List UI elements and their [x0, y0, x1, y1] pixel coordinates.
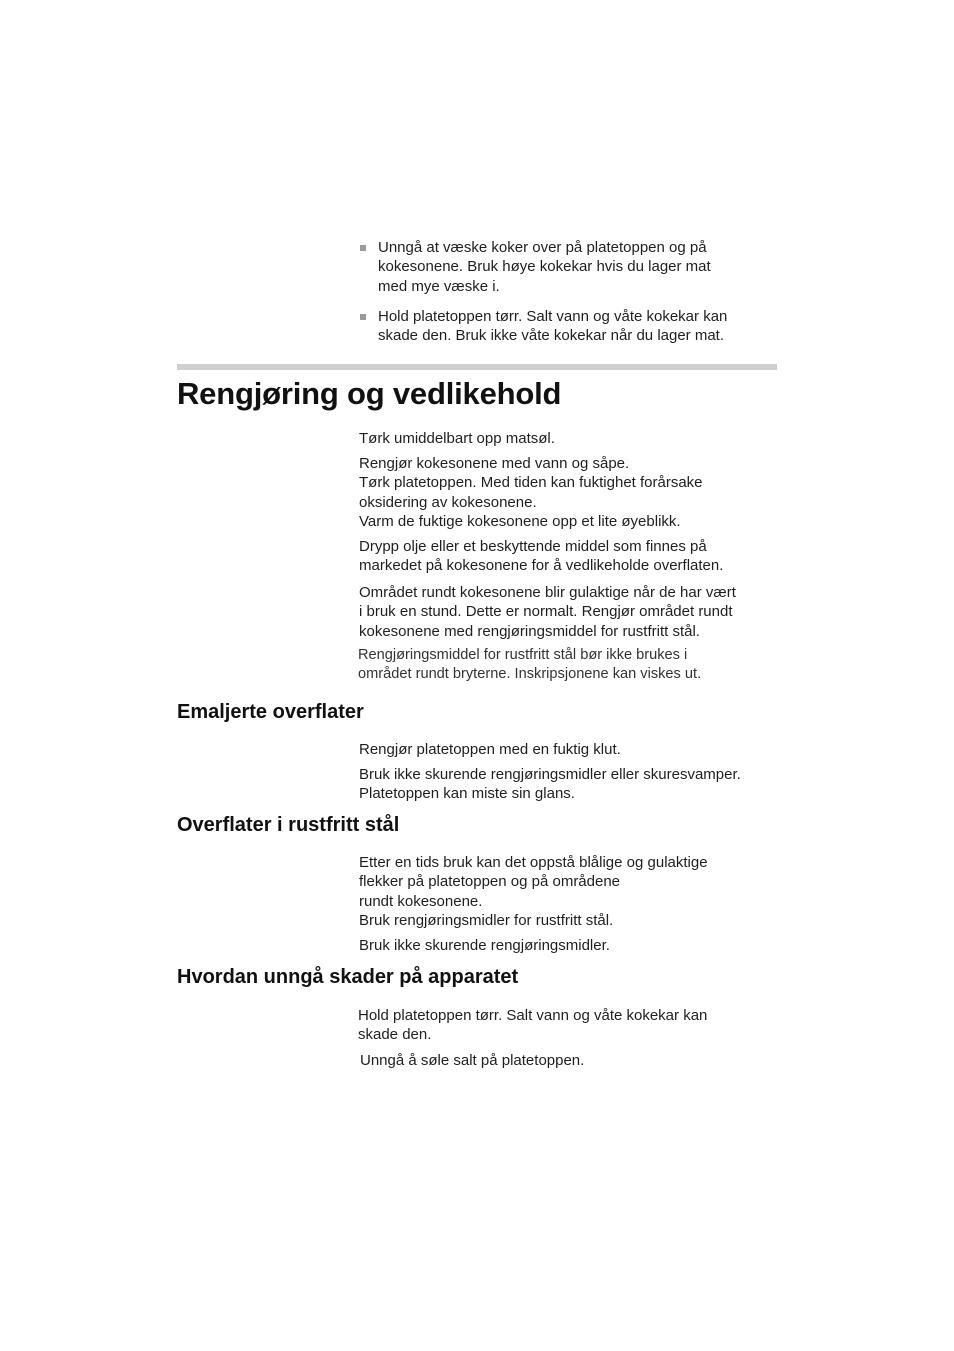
- paragraph-clean-zones: Rengjør kokesonene med vann og såpe. Tørk platetoppen. Med tiden kan fuktighet forårsake oksidering av kokesonene. Varm de fuktige kokesonene opp et lite øyeblikk.: [359, 455, 703, 531]
- bullet-square-icon: [360, 245, 366, 251]
- section-title: Rengjøring og vedlikehold: [177, 376, 562, 411]
- paragraph-enamel-clean: Rengjør platetoppen med en fuktig klut.: [359, 741, 621, 758]
- paragraph-enamel-warning: Bruk ikke skurende rengjøringsmidler eller skuresvamper. Platetoppen kan miste sin glans.: [359, 766, 741, 803]
- paragraph-keep-dry: Hold platetoppen tørr. Salt vann og våte kokekar kan skade den.: [358, 1007, 708, 1044]
- bullet-square-icon: [360, 314, 366, 320]
- paragraph-avoid-salt: Unngå å søle salt på platetoppen.: [360, 1052, 585, 1069]
- bullet-item-keep-dry: [360, 307, 780, 365]
- paragraph-wipe-spills: Tørk umiddelbart opp matsøl.: [359, 430, 555, 447]
- bullet-text: Hold platetoppen tørr. Salt vann og våte kokekar kan skade den. Bruk ikke våte kokekar når du lager mat.: [378, 308, 728, 345]
- bullet-text: Unngå at væske koker over på platetoppen og på kokesonene. Bruk høye kokekar hvis du lager mat med mye væske i.: [378, 239, 711, 295]
- heading-damage: Hvordan unngå skader på apparatet: [177, 966, 519, 988]
- paragraph-note: Rengjøringsmiddel for rustfritt stål bør ikke brukes i området rundt bryterne. Inskripsjonene kan viskes ut.: [358, 647, 702, 683]
- paragraph-yellowish-area: Området rundt kokesonene blir gulaktige når de har vært i bruk en stund. Dette er normalt. Rengjør området rundt kokesonene med rengjøringsmiddel for rustfritt stål.: [359, 584, 736, 640]
- paragraph-stainless-stains: Etter en tids bruk kan det oppstå blålige og gulaktige flekker på platetoppen og på områdene rundt kokesonene. Bruk rengjøringsmidler for rustfritt stål.: [359, 854, 708, 930]
- paragraph-oil: Drypp olje eller et beskyttende middel som finnes på markedet på kokesonene for å vedlikeholde overflaten.: [359, 538, 724, 575]
- heading-enamel: Emaljerte overflater: [177, 701, 364, 723]
- section-divider: [177, 364, 777, 370]
- paragraph-stainless-warning: Bruk ikke skurende rengjøringsmidler.: [359, 937, 610, 954]
- heading-stainless: Overflater i rustfritt stål: [177, 814, 400, 836]
- bullet-item-boil-over: [360, 238, 780, 296]
